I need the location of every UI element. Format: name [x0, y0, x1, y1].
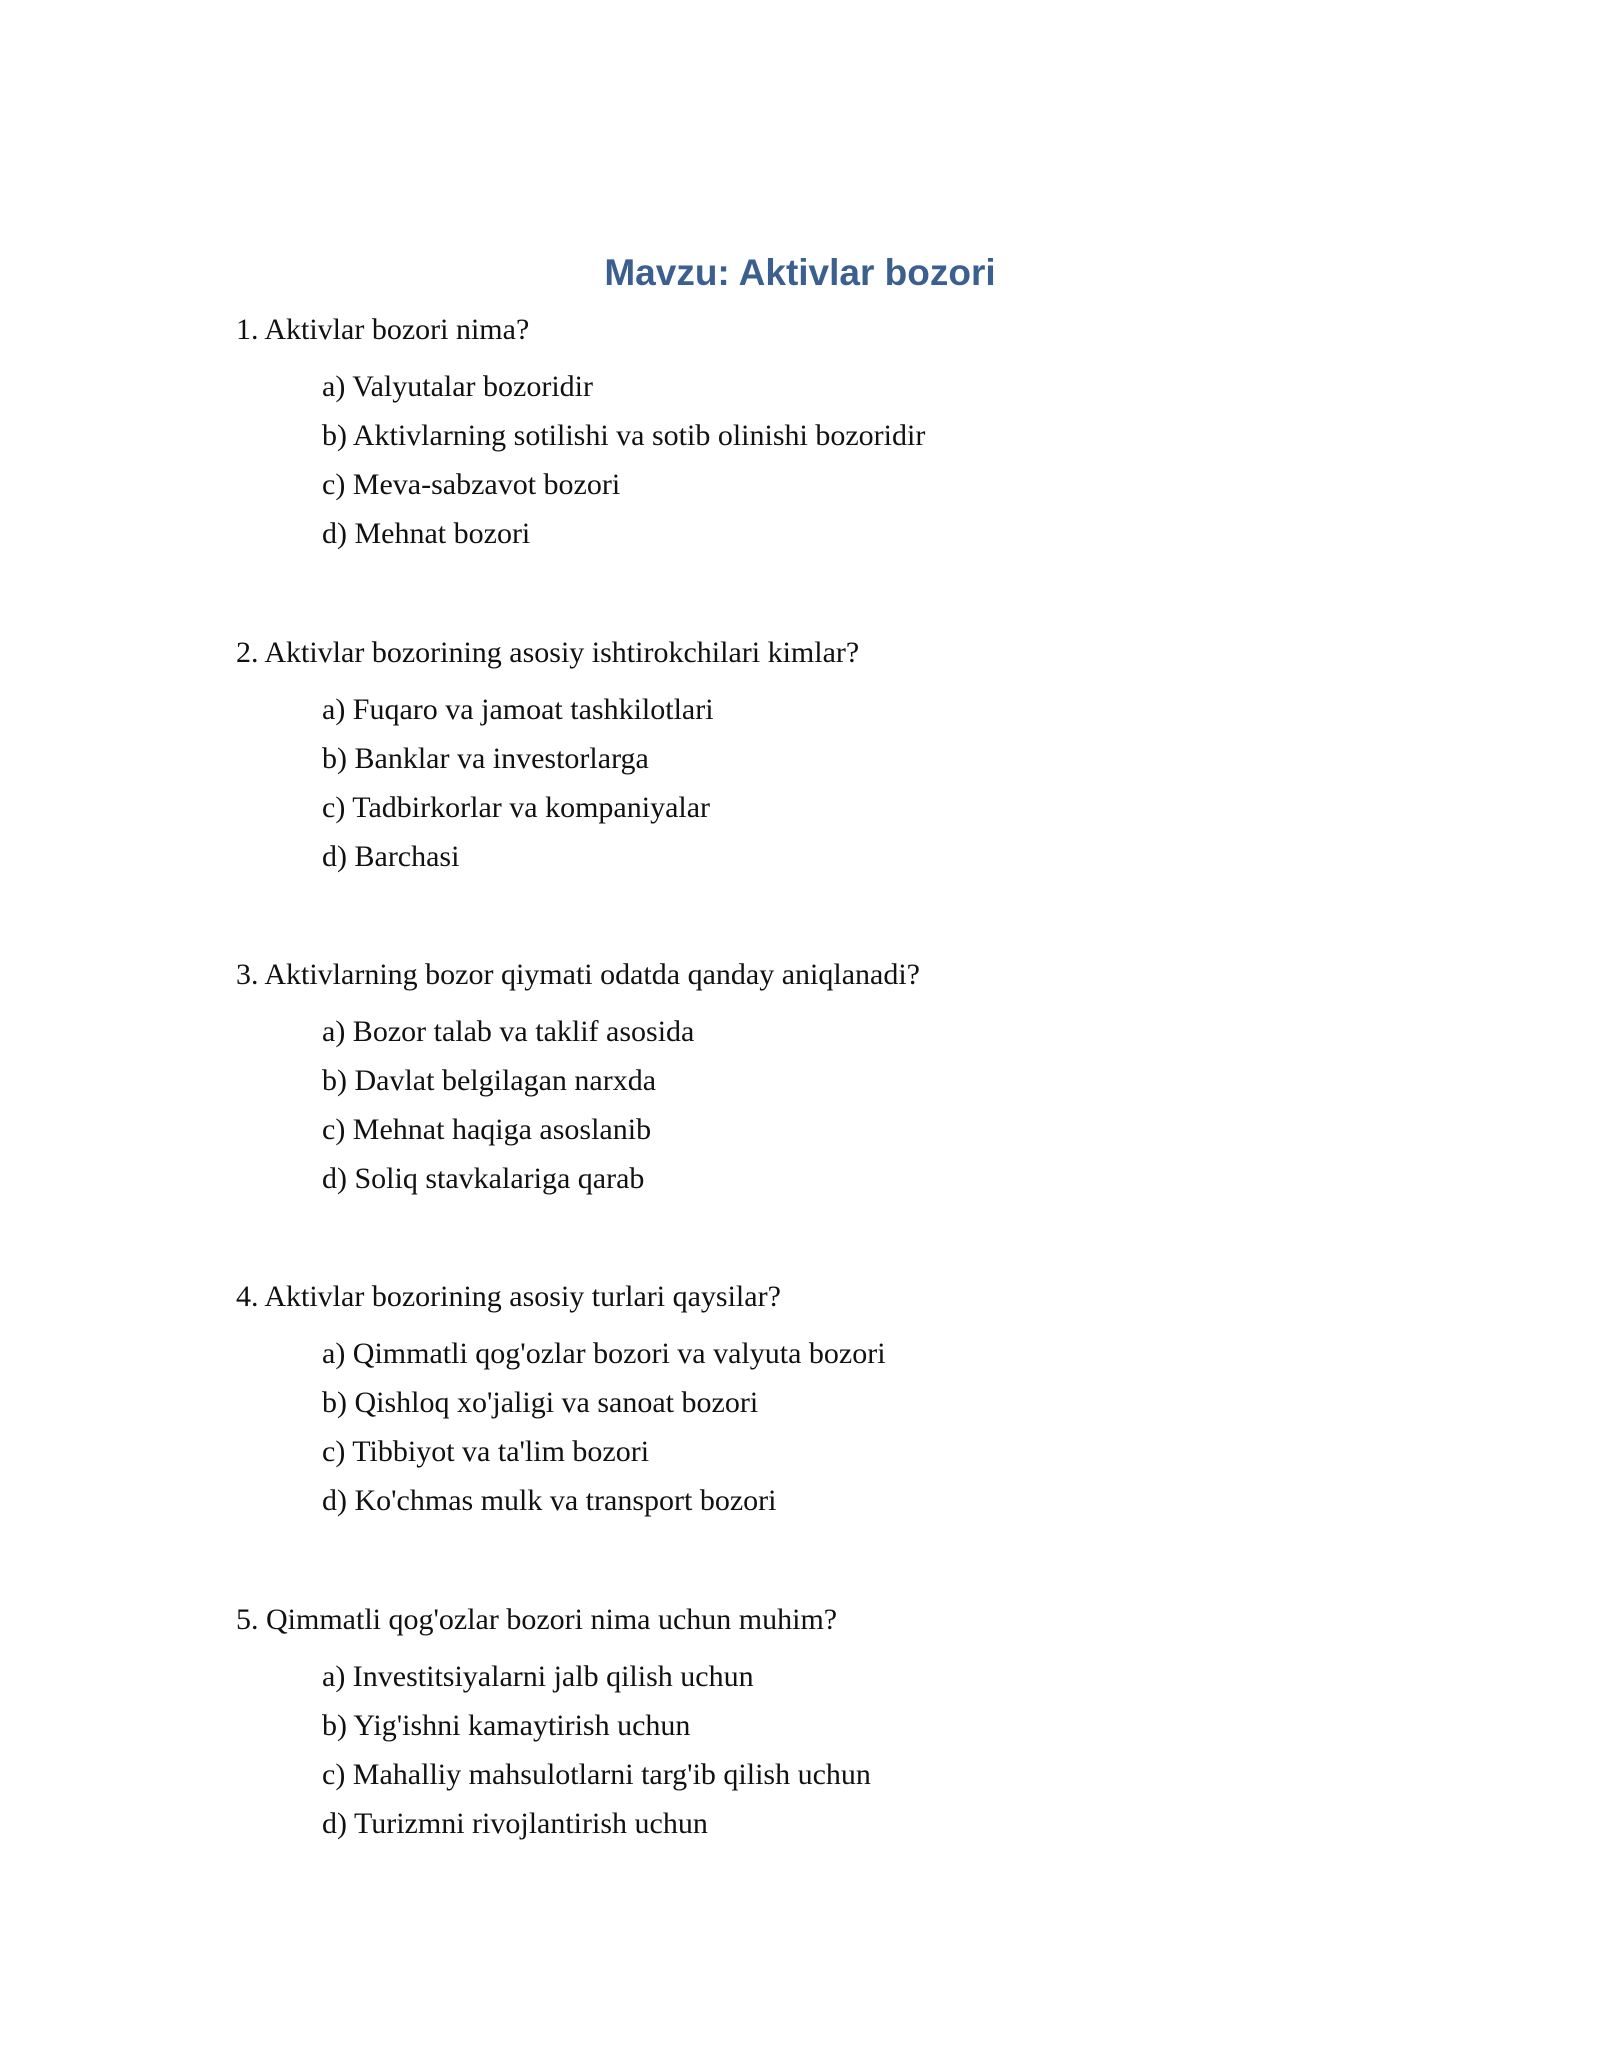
- question-1: [236, 310, 1436, 563]
- answer-option-d: d) Soliq stavkalariga qarab: [322, 1162, 645, 1195]
- answer-options: [236, 1334, 1436, 1521]
- answer-option-a: a) Qimmatli qog'ozlar bozori va valyuta bozori: [322, 1337, 886, 1370]
- question-2: [236, 633, 1436, 886]
- answer-option-b: b) Qishloq xo'jaligi va sanoat bozori: [322, 1386, 759, 1419]
- answer-option-c: c) Tibbiyot va ta'lim bozori: [322, 1435, 650, 1468]
- answer-option-d: d) Turizmni rivojlantirish uchun: [322, 1807, 708, 1840]
- answer-option-c: c) Mehnat haqiga asoslanib: [322, 1113, 652, 1146]
- answer-option-a: a) Investitsiyalarni jalb qilish uchun: [322, 1660, 754, 1693]
- answer-options: [236, 1657, 1436, 1844]
- answer-options: [236, 690, 1436, 877]
- question-4: [236, 1277, 1436, 1530]
- answer-option-d: d) Mehnat bozori: [322, 517, 531, 550]
- answer-options: [236, 1012, 1436, 1199]
- answer-option-b: b) Yig'ishni kamaytirish uchun: [322, 1709, 691, 1742]
- question-text: 5. Qimmatli qog'ozlar bozori nima uchun muhim?: [236, 1603, 838, 1636]
- answer-option-b: b) Davlat belgilagan narxda: [322, 1064, 657, 1097]
- question-text: 2. Aktivlar bozorining asosiy ishtirokchilari kimlar?: [236, 636, 860, 669]
- answer-option-b: b) Aktivlarning sotilishi va sotib olinishi bozoridir: [322, 419, 926, 452]
- page-title: Mavzu: Aktivlar bozori: [604, 252, 996, 293]
- answer-option-a: a) Bozor talab va taklif asosida: [322, 1015, 695, 1048]
- answer-option-d: d) Ko'chmas mulk va transport bozori: [322, 1484, 777, 1517]
- answer-option-c: c) Tadbirkorlar va kompaniyalar: [322, 791, 711, 824]
- answer-option-a: a) Valyutalar bozoridir: [322, 370, 594, 403]
- question-3: [236, 955, 1436, 1208]
- answer-option-b: b) Banklar va investorlarga: [322, 742, 649, 775]
- question-5: [236, 1600, 1436, 1853]
- question-text: 3. Aktivlarning bozor qiymati odatda qanday aniqlanadi?: [236, 958, 920, 991]
- answer-option-d: d) Barchasi: [322, 840, 460, 873]
- answer-options: [236, 367, 1436, 554]
- question-text: 4. Aktivlar bozorining asosiy turlari qaysilar?: [236, 1280, 781, 1313]
- question-text: 1. Aktivlar bozori nima?: [236, 313, 530, 346]
- answer-option-a: a) Fuqaro va jamoat tashkilotlari: [322, 693, 714, 726]
- answer-option-c: c) Mahalliy mahsulotlarni targ'ib qilish uchun: [322, 1758, 871, 1791]
- answer-option-c: c) Meva-sabzavot bozori: [322, 468, 621, 501]
